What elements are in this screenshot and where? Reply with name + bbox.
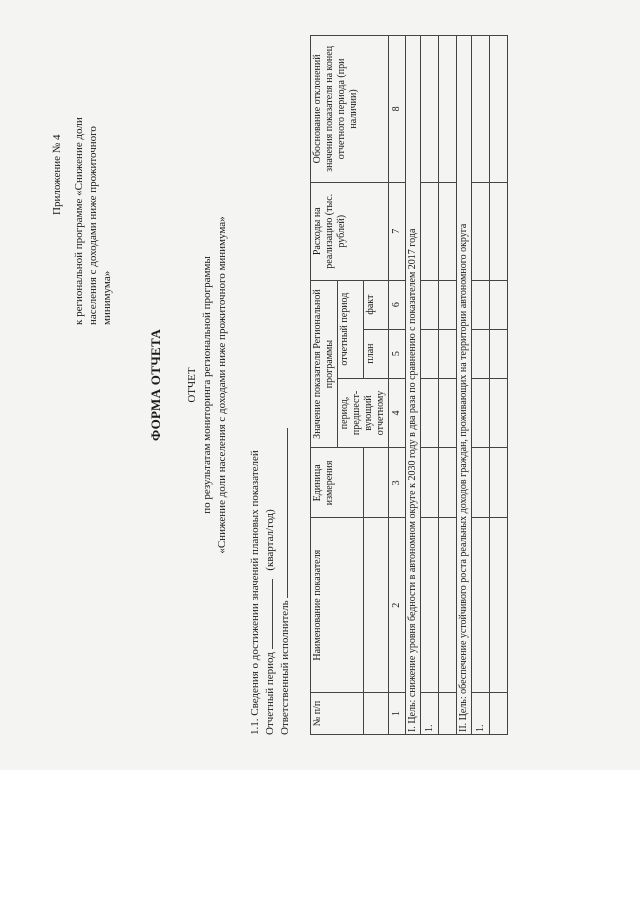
cell — [472, 378, 490, 448]
cell — [421, 518, 439, 693]
goal-1-row-number: 1. — [421, 693, 439, 735]
cell — [439, 329, 457, 378]
blank-row — [439, 36, 457, 735]
report-subtitle: по результатам мониторинга региональной программы — [201, 256, 213, 514]
cell — [439, 693, 457, 735]
col-number-1: 1 — [389, 693, 406, 735]
header-name-cont — [363, 518, 389, 693]
col-number-3: 3 — [389, 448, 406, 518]
goal-2-row — [457, 36, 472, 735]
cell — [472, 36, 490, 183]
header-unit: Единица измерения — [311, 448, 364, 518]
period-label: Отчетный период — [264, 652, 276, 735]
annex-block — [50, 35, 114, 325]
header-fact: факт — [363, 280, 389, 329]
cell — [472, 518, 490, 693]
header-justification: Обоснование отклонений значения показателя на конец отчетного периода (при наличии) — [311, 36, 389, 183]
cell — [490, 378, 508, 448]
report-word: ОТЧЕТ — [186, 367, 198, 403]
goal-2: II. Цель: обеспечение устойчивого роста реальных доходов граждан, проживающих на территории автономного округа — [457, 36, 472, 735]
cell — [490, 329, 508, 378]
col-number-5: 5 — [389, 329, 406, 378]
cell — [439, 280, 457, 329]
col-number-6: 6 — [389, 280, 406, 329]
column-numbers-row — [389, 36, 406, 735]
goal-2-indicator-row — [472, 36, 490, 735]
cell — [439, 378, 457, 448]
responsible-label: Ответственный исполнитель — [279, 600, 291, 735]
header-row-1 — [311, 36, 338, 735]
header-report-period: отчетный период — [338, 280, 364, 378]
header-name: Наименование показателя — [311, 518, 364, 693]
responsible-blank — [287, 428, 288, 598]
annex-number: Приложение № 4 — [51, 134, 63, 215]
indicators-table — [310, 35, 508, 735]
cell — [439, 448, 457, 518]
col-number-2: 2 — [389, 518, 406, 693]
section-heading: 1.1. Сведения о достижении значений плановых показателей — [249, 450, 261, 735]
cell — [421, 36, 439, 183]
header-value: Значение показателя Региональной программы — [311, 280, 338, 448]
cell — [490, 693, 508, 735]
col-number-8: 8 — [389, 36, 406, 183]
goal-2-row-number: 1. — [472, 693, 490, 735]
goal-1: I. Цель: снижение уровня бедности в автономном округе к 2030 году в два раза по сравнению с показателем 2017 года — [406, 36, 421, 735]
goal-1-row — [406, 36, 421, 735]
rotated-document — [40, 25, 600, 745]
annex-line4: минимума» — [101, 270, 113, 325]
cell — [421, 378, 439, 448]
blank-row — [490, 36, 508, 735]
col-number-4: 4 — [389, 378, 406, 448]
header-no-cont — [363, 693, 389, 735]
report-info — [248, 235, 293, 735]
goal-1-indicator-row — [421, 36, 439, 735]
cell — [472, 182, 490, 280]
header-costs: Расходы на реализацию (тыс. рублей) — [311, 182, 389, 280]
header-prev-period: период, предшест-вующий отчетному — [338, 378, 389, 448]
cell — [472, 448, 490, 518]
cell — [490, 182, 508, 280]
period-line — [263, 235, 278, 735]
cell — [421, 448, 439, 518]
annex-line3: населения с доходами ниже прожиточного — [87, 126, 99, 325]
cell — [490, 518, 508, 693]
cell — [439, 182, 457, 280]
header-plan: план — [363, 329, 389, 378]
cell — [472, 329, 490, 378]
cell — [421, 329, 439, 378]
cell — [439, 518, 457, 693]
cell — [490, 36, 508, 183]
cell — [490, 448, 508, 518]
responsible-line — [278, 235, 293, 735]
cell — [421, 280, 439, 329]
annex-line2: к региональной программе «Снижение доли — [73, 117, 85, 325]
form-title: ФОРМА ОТЧЕТА — [148, 328, 163, 442]
cell — [439, 36, 457, 183]
program-name: «Снижение доли населения с доходами ниже прожиточного минимума» — [216, 216, 228, 554]
cell — [490, 280, 508, 329]
cell — [421, 182, 439, 280]
header-unit-cont — [363, 448, 389, 518]
header-no: № п/п — [311, 693, 364, 735]
col-number-7: 7 — [389, 182, 406, 280]
period-hint: (квартал/год) — [264, 509, 276, 571]
cell — [472, 280, 490, 329]
period-blank — [272, 579, 273, 649]
